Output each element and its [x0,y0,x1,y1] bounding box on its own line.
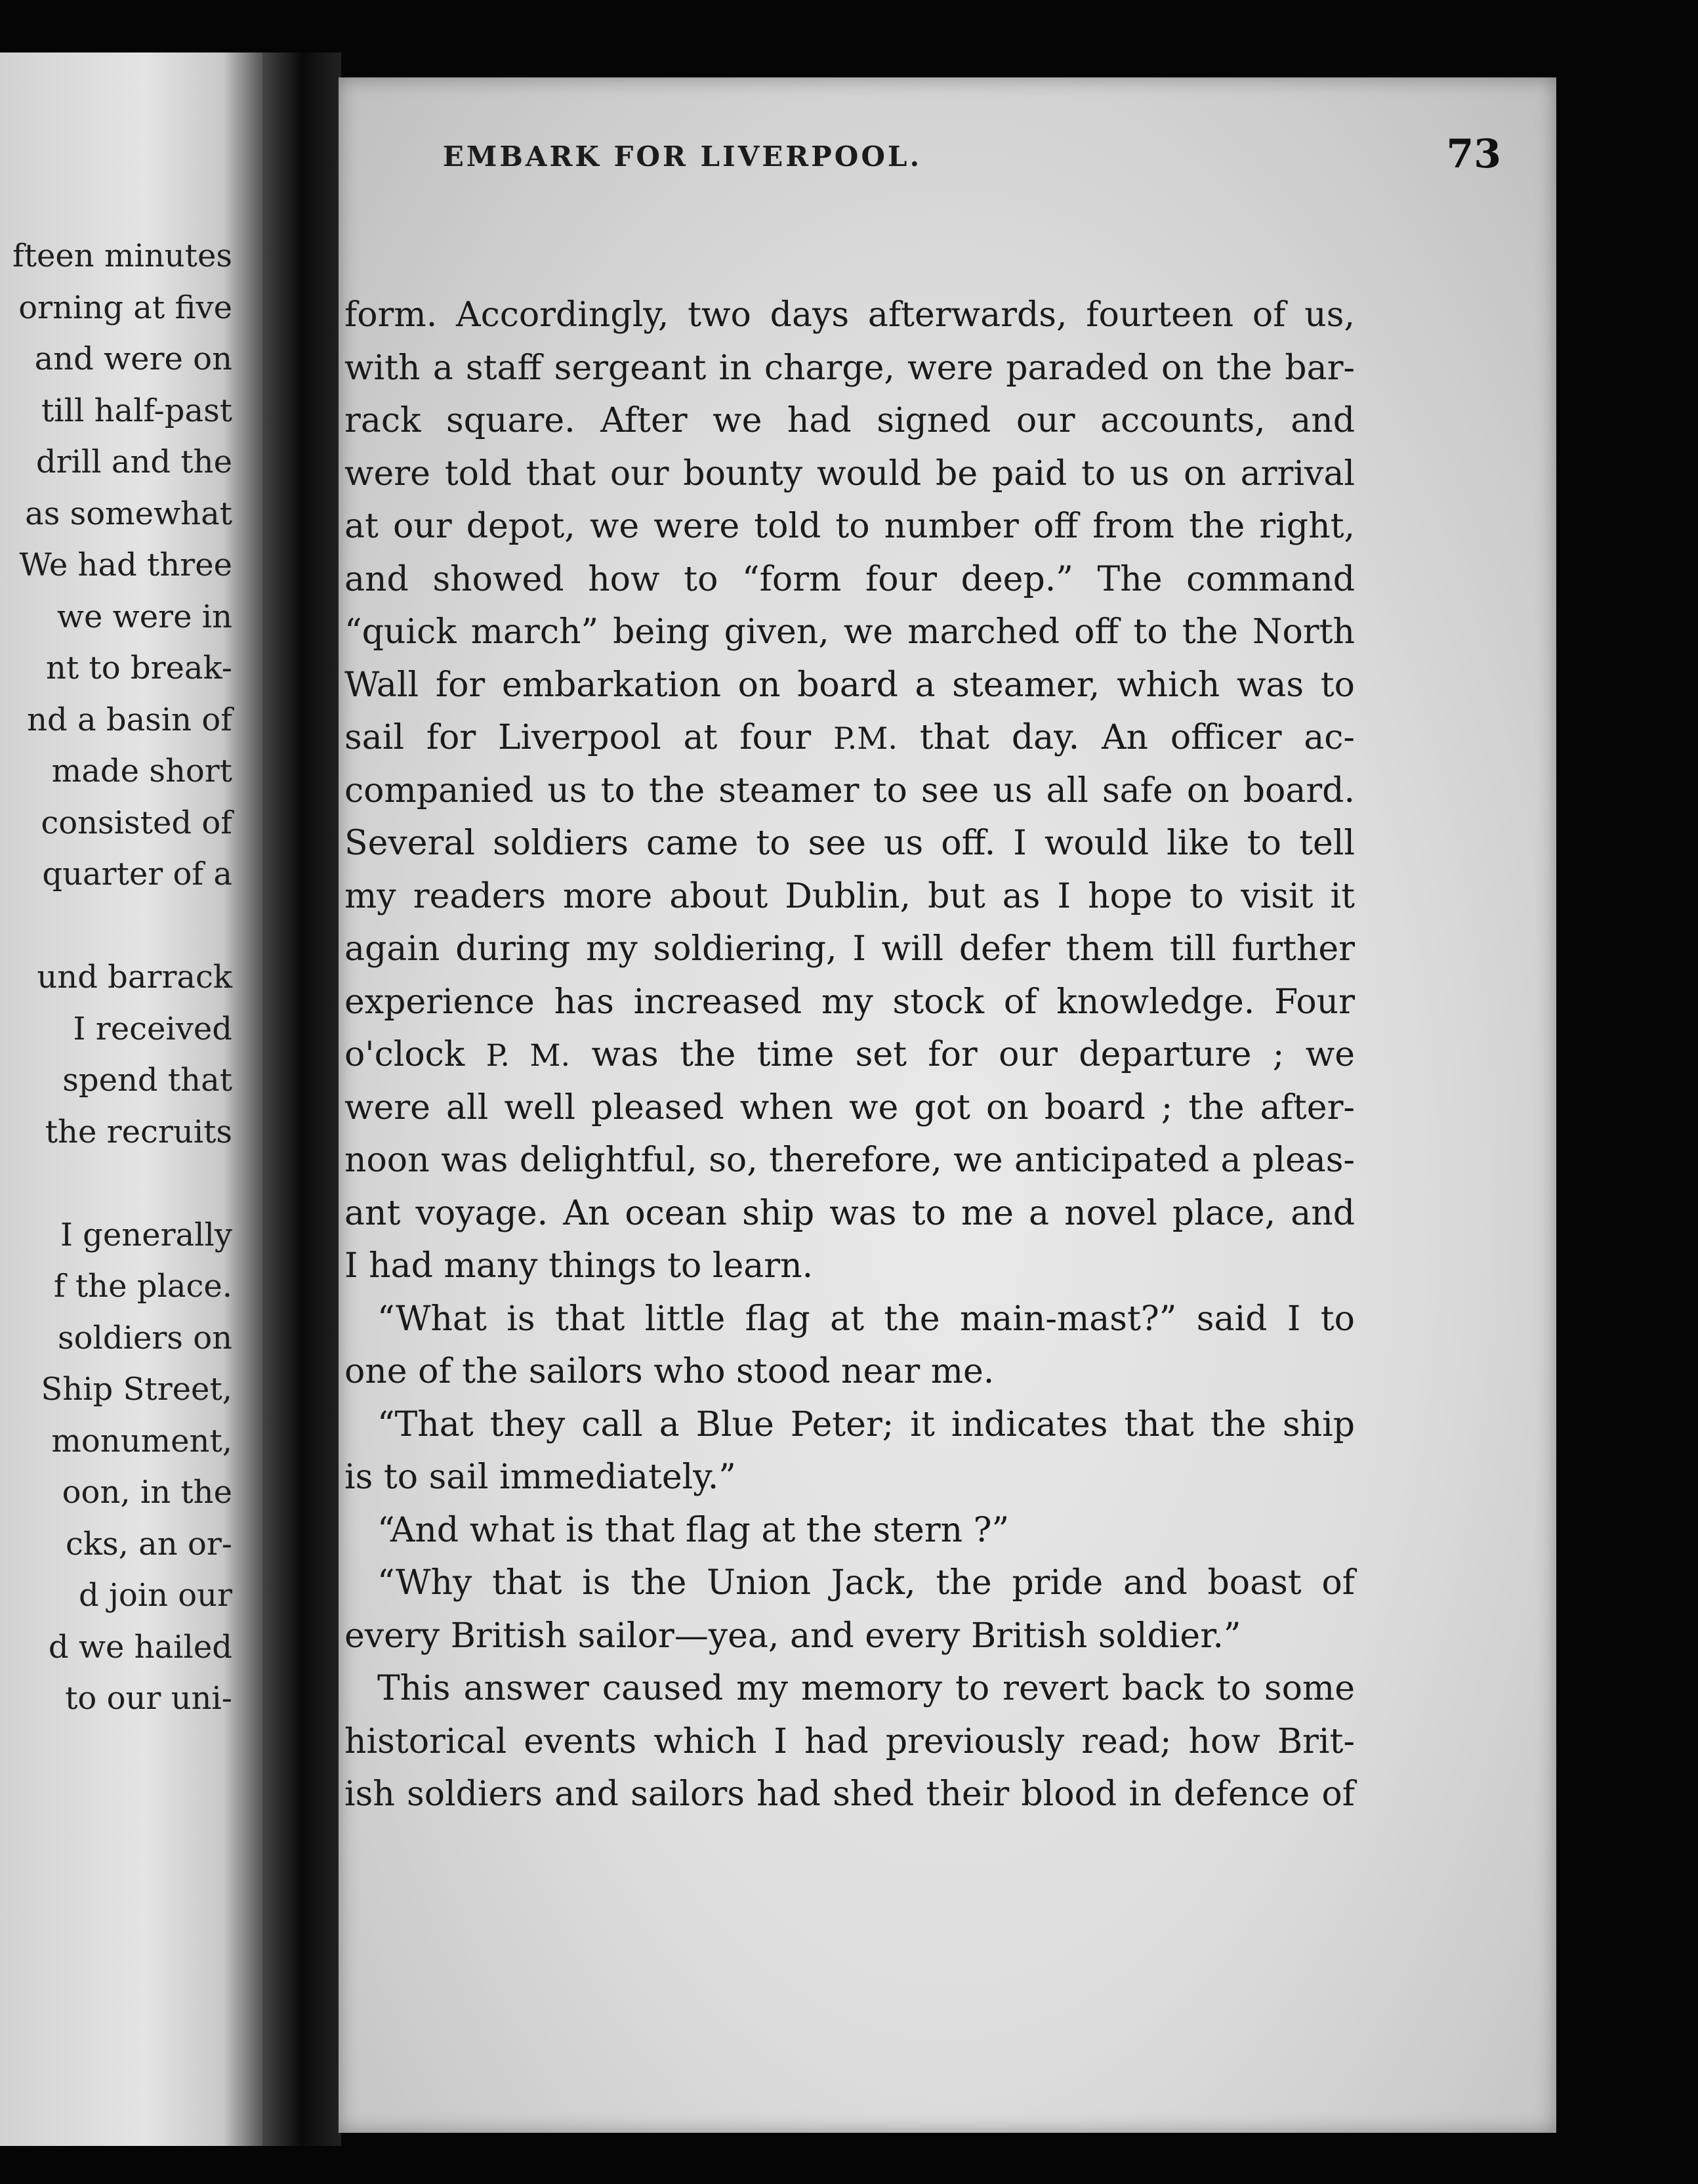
left-page-line: I generally [60,1216,232,1253]
text-line: ant voyage. An ocean ship was to me a novel place, and [344,1193,1355,1233]
time-abbreviation: P. M. [486,1038,571,1073]
text-line: my readers more about Dublin, but as I hope to visit it [344,876,1355,916]
book-gutter [262,52,341,2146]
text-line: experience has increased my stock of knowledge. Four [344,982,1355,1022]
text-segment: sail for Liverpool at four [344,718,833,757]
text-line: one of the sailors who stood near me. [344,1352,995,1391]
left-page-line: consisted of [41,804,232,841]
text-line [344,711,1355,765]
time-abbreviation: P.M. [833,721,898,756]
left-page-line: nt to break- [45,650,232,686]
left-page-line: monument, [51,1422,232,1460]
text-line: Wall for embarkation on board a steamer, which was to [344,665,1355,705]
left-page-line: fteen minutes [12,238,232,274]
left-page-line: as somewhat [25,495,232,532]
left-page-line: made short [51,753,232,789]
page-number: 73 [1446,131,1501,177]
text-line: This answer caused my memory to revert back to some [377,1669,1355,1708]
text-line: “What is that little flag at the main-mast?” said I to [377,1299,1355,1339]
text-line: I had many things to learn. [344,1246,814,1286]
text-line: rack square. After we had signed our accounts, and [344,401,1355,440]
left-page [0,52,262,2146]
left-page-line: We had three [19,547,232,583]
text-line: is to sail immediately.” [344,1458,736,1497]
left-page-line: quarter of a [42,856,232,892]
left-page-line: I received [73,1010,232,1047]
text-segment: was the time set for our departure ; we [570,1035,1355,1074]
text-line: at our depot, we were told to number off from the right, [344,507,1355,546]
text-line: “And what is that flag at the stern ?” [377,1510,1010,1550]
text-line: ish soldiers and sailors had shed their blood in defence of [344,1774,1355,1814]
left-page-line: we were in [56,598,232,635]
left-page-line: the recruits [45,1113,232,1150]
left-page-line: to our uni- [65,1680,232,1717]
left-page-line: drill and the [35,444,232,480]
text-line: every British sailor—yea, and every British soldier.” [344,1616,1241,1656]
text-line: and showed how to “form four deep.” The command [344,559,1355,599]
text-line: were told that our bounty would be paid to us on arrival [344,453,1355,494]
text-line [344,1028,1355,1082]
left-page-line: spend that [62,1062,232,1099]
left-page-line: nd a basin of [27,701,232,738]
text-line: “That they call a Blue Peter; it indicates that the ship [377,1404,1355,1444]
left-page-line: oon, in the [62,1474,232,1511]
left-page-line: orning at five [18,289,232,326]
left-page-line: cks, an or- [66,1525,232,1563]
text-line: “quick march” being given, we marched off to the North [344,612,1355,652]
text-line: again during my soldiering, I will defer them till further [344,929,1355,969]
text-line: noon was delightful, so, therefore, we anticipated a pleas- [344,1141,1355,1180]
text-line: were all well pleased when we got on board ; the after- [344,1087,1355,1127]
running-head: EMBARK FOR LIVERPOOL. [442,140,922,173]
page-body-text [344,289,1355,1821]
text-line: form. Accordingly, two days afterwards, fourteen of us, [344,295,1355,335]
left-page-line: and were on [34,341,232,377]
left-page-line: d we hailed [48,1628,232,1666]
text-line: companied us to the steamer to see us all safe on board. [344,770,1355,810]
text-line: with a staff sergeant in charge, were paraded on the bar- [344,348,1355,388]
left-page-line: f the place. [53,1268,232,1305]
text-line: Several soldiers came to see us off. I would like to tell [344,824,1355,863]
left-page-line: till half-past [41,392,232,429]
text-segment: o'clock [344,1035,486,1074]
left-page-line: Ship Street, [41,1371,232,1408]
text-line: historical events which I had previously read; how Brit- [344,1721,1355,1761]
text-segment: that day. An officer ac- [897,718,1355,757]
left-page-line: d join our [78,1577,232,1614]
left-page-line: soldiers on [57,1319,232,1356]
text-line: “Why that is the Union Jack, the pride and boast of [377,1563,1355,1603]
left-page-line: und barrack [37,959,232,996]
